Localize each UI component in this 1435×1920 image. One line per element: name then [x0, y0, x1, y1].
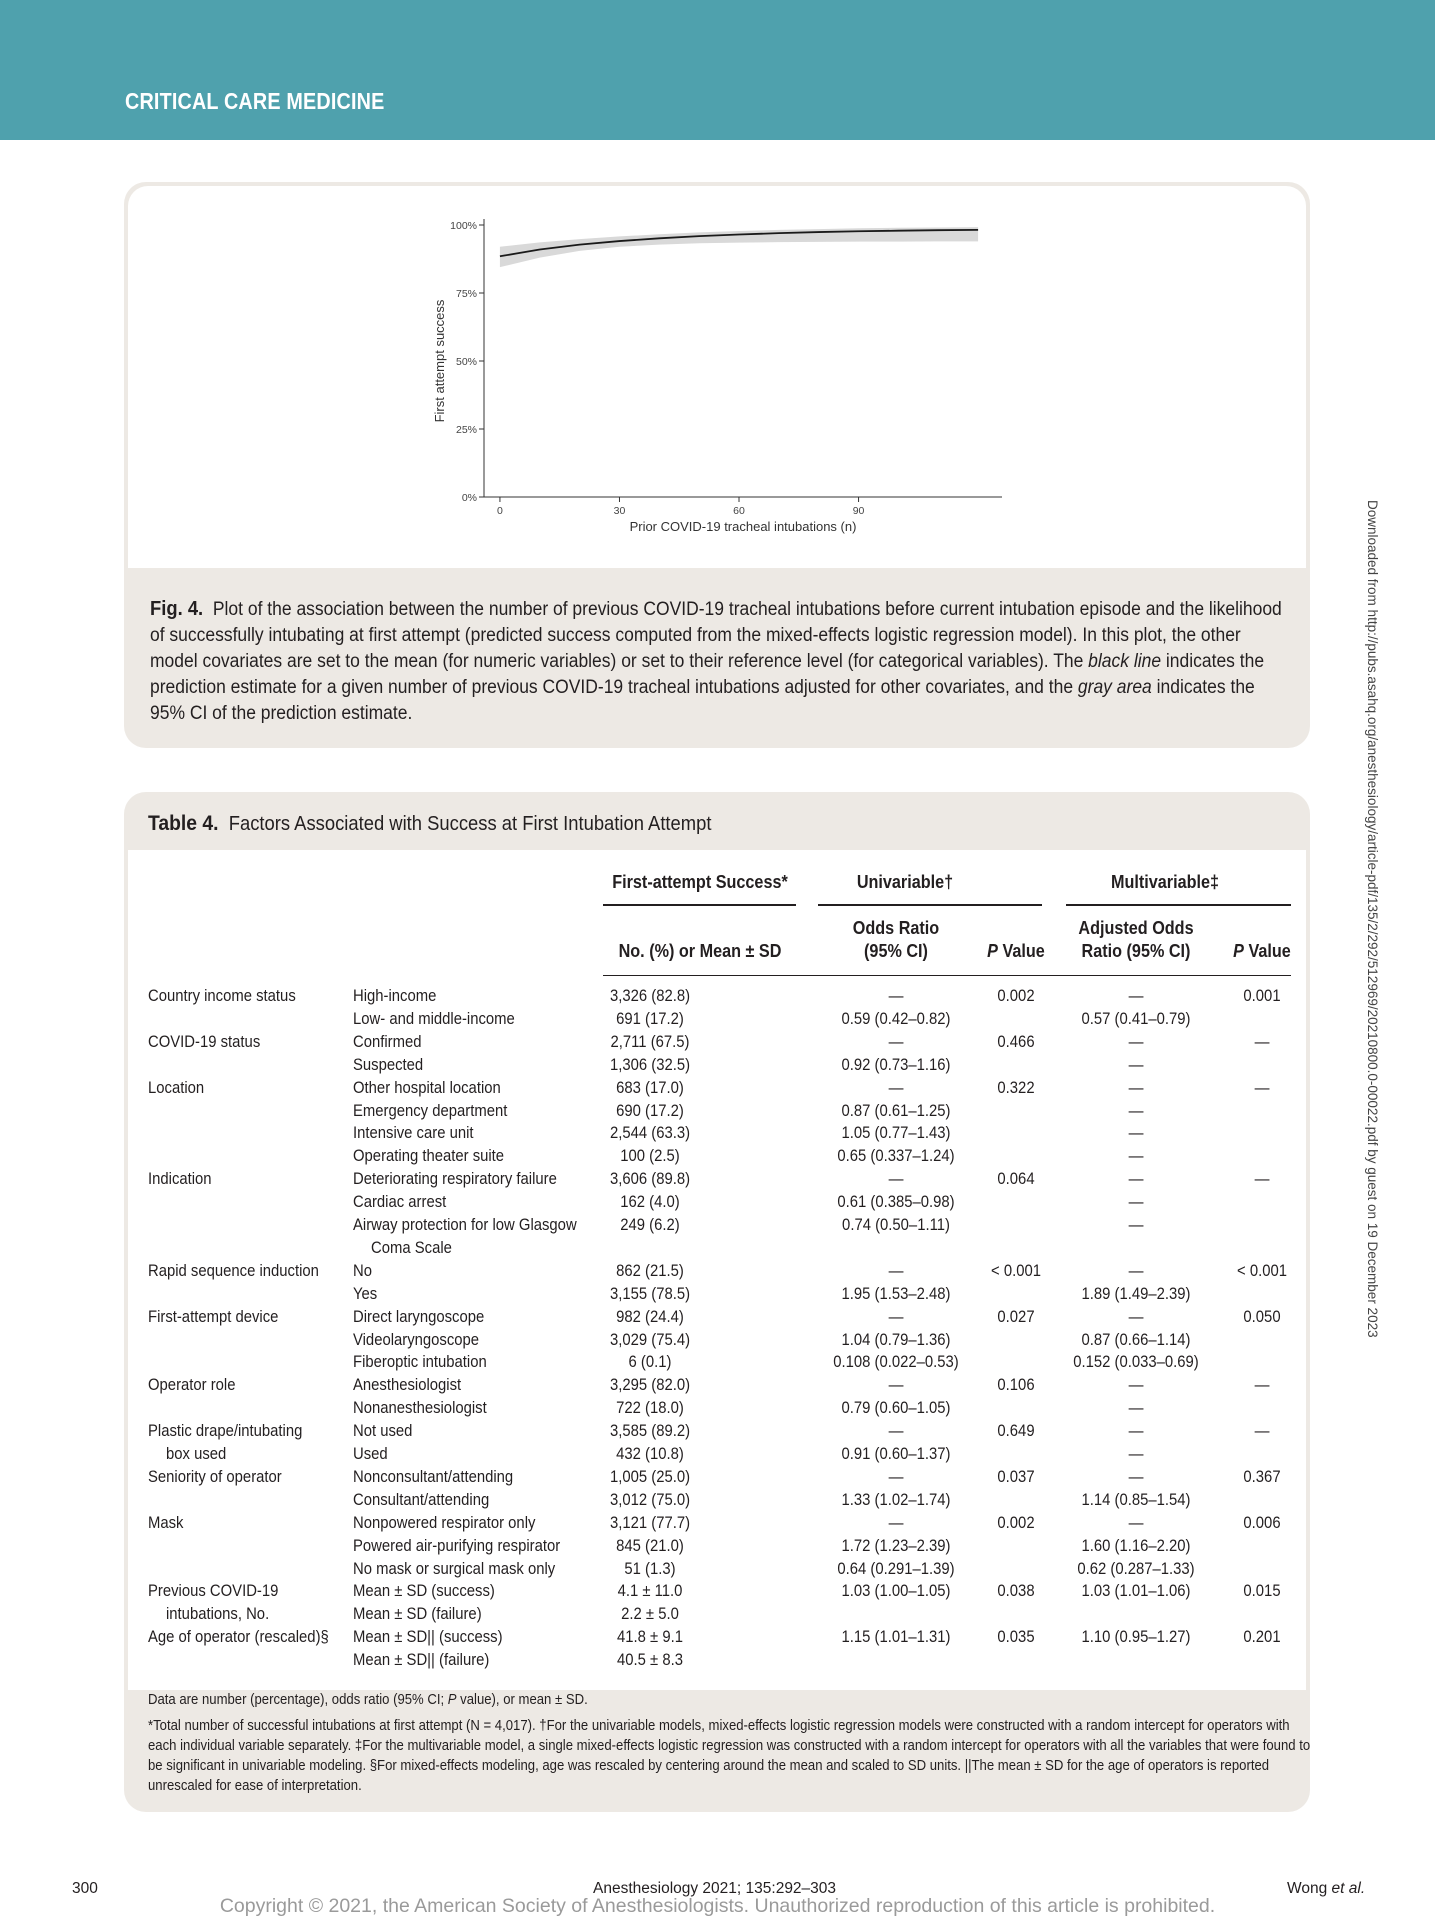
- col-head-p-value-1: P Value: [987, 941, 1045, 961]
- table-row: Location Other hospital location 683 (17.0) — 0.322 — —: [148, 1078, 1270, 1097]
- cell-level: Suspected: [353, 1055, 424, 1074]
- y-tick-label: 50%: [455, 356, 477, 368]
- cell-variable: Previous COVID-19: [148, 1582, 279, 1601]
- table-row: Videolaryngoscope 3,029 (75.4) 1.04 (0.79–1.36) 0.87 (0.66–1.14): [353, 1330, 1191, 1349]
- figure-caption-italic-1: black line: [1088, 651, 1162, 672]
- x-tick-label: 0: [497, 505, 503, 517]
- table-row: Country income status High-income 3,326 (82.8) — 0.002 — 0.001: [148, 987, 1281, 1005]
- y-tick-label: 0%: [461, 492, 477, 504]
- col-head-success: No. (%) or Mean ± SD: [618, 941, 782, 961]
- cell-level: Confirmed: [353, 1032, 422, 1051]
- table-row: intubations, No. Mean ± SD (failure) 2.2 ± 5.0: [166, 1605, 679, 1624]
- cell-variable: Mask: [148, 1513, 184, 1532]
- cell-level: Anesthesiologist: [353, 1376, 462, 1395]
- cell-level: Mean ± SD|| (failure): [353, 1651, 490, 1670]
- table-row: Low- and middle-income 691 (17.2) 0.59 (0.42–0.82) 0.57 (0.41–0.79): [353, 1009, 1191, 1028]
- y-tick-label: 100%: [450, 220, 477, 232]
- author-name: Wong: [1287, 1880, 1328, 1897]
- table-row: Mask Nonpowered respirator only 3,121 (77.7) — 0.002 — 0.006: [148, 1513, 1281, 1532]
- cell-level: Mean ± SD|| (success): [353, 1628, 503, 1647]
- cell-variable: Seniority of operator: [148, 1467, 282, 1486]
- table-row: Fiberoptic intubation 6 (0.1) 0.108 (0.022–0.53) 0.152 (0.033–0.69): [353, 1353, 1199, 1372]
- header-bottom-rule: [603, 975, 1291, 976]
- y-axis-label: First attempt success: [432, 299, 447, 423]
- x-tick-label: 60: [733, 505, 745, 517]
- cell-level: Nonconsultant/attending: [353, 1467, 514, 1486]
- group-rule-multivariable: [1066, 904, 1291, 906]
- table-title-text: Factors Associated with Success at First Intubation Attempt: [228, 813, 712, 835]
- table-row: Seniority of operator Nonconsultant/attending 1,005 (25.0) — 0.037 — 0.367: [148, 1467, 1281, 1486]
- footnote-2: *Total number of successful intubations at first attempt (N = 4,017). †For the univariable models, mixed-effects logistic regression models were constructed with a random intercept for operators with each individual variable separately. ‡For the multivariable model, a single mixed-effects logistic regression was constructed with a random intercept for operators with all the variables that were found to be significant in univariable modeling. §For mixed-effects modeling, age was rescaled by centering around the mean and scaled to SD units. ||The mean ± SD for the age of operators is reported unrescaled for ease of interpretation.: [148, 1718, 1311, 1794]
- cell-level: Other hospital location: [353, 1078, 501, 1097]
- figure-caption: [150, 596, 1283, 727]
- cell-level: Not used: [353, 1422, 413, 1441]
- table-row: Suspected 1,306 (32.5) 0.92 (0.73–1.16) —: [353, 1055, 1144, 1074]
- footnote-1: Data are number (percentage), odds ratio (95% CI; P value), or mean ± SD.: [148, 1692, 588, 1708]
- table-row: [0, 1239, 1435, 1262]
- page-number: 300: [72, 1880, 98, 1897]
- cell-level: Low- and middle-income: [353, 1009, 515, 1028]
- table-row: Emergency department 690 (17.2) 0.87 (0.61–1.25) —: [353, 1101, 1144, 1120]
- journal-citation: Anesthesiology 2021; 135:292–303: [593, 1880, 837, 1897]
- table-row: Yes 3,155 (78.5) 1.95 (1.53–2.48) 1.89 (1.49–2.39): [353, 1284, 1191, 1303]
- group-head-multivariable: Multivariable‡: [1110, 872, 1220, 892]
- cell-level: Intensive care unit: [353, 1124, 474, 1143]
- cell-level: Operating theater suite: [353, 1147, 505, 1166]
- table-row: Consultant/attending 3,012 (75.0) 1.33 (1.02–1.74) 1.14 (0.85–1.54): [353, 1490, 1191, 1509]
- cell-level: Cardiac arrest: [353, 1193, 447, 1212]
- cell-variable: Location: [148, 1078, 205, 1097]
- line-chart: [128, 186, 1306, 568]
- figure-caption-italic-2: gray area: [1077, 677, 1152, 698]
- table-row: Plastic drape/intubating Not used 3,585 (89.2) — 0.649 — —: [148, 1422, 1270, 1441]
- col-head-p-value-2: P Value: [1233, 941, 1291, 961]
- x-axis-label: Prior COVID-19 tracheal intubations (n): [629, 519, 857, 534]
- cell-variable: intubations, No.: [166, 1605, 270, 1624]
- author-suffix: et al.: [1327, 1880, 1366, 1897]
- cell-level: Videolaryngoscope: [353, 1330, 480, 1349]
- table-row: Indication Deteriorating respiratory failure 3,606 (89.8) — 0.064 — —: [148, 1170, 1270, 1189]
- cell-level: No mask or surgical mask only: [353, 1559, 556, 1578]
- table-row: Cardiac arrest 162 (4.0) 0.61 (0.385–0.98) —: [353, 1193, 1144, 1212]
- x-tick-label: 90: [852, 505, 865, 517]
- cell-variable: COVID-19 status: [148, 1032, 261, 1051]
- group-head-univariable: Univariable†: [856, 872, 954, 892]
- table-row: COVID-19 status Confirmed 2,711 (67.5) — 0.466 — —: [148, 1032, 1270, 1051]
- group-rule-univariable: [818, 904, 1042, 906]
- cell-level: Mean ± SD (failure): [353, 1605, 482, 1624]
- table-row: Intensive care unit 2,544 (63.3) 1.05 (0.77–1.43) —: [353, 1124, 1144, 1143]
- figure-label: Fig. 4.: [150, 598, 204, 620]
- group-head-success: First-attempt Success*: [612, 872, 788, 892]
- cell-variable: box used: [166, 1445, 227, 1463]
- download-side-note[interactable]: Downloaded from http://pubs.asahq.org/anesthesiology/article-pdf/135/2/292/512969/20210800.0-00022.pdf by guest on 19 December 2023: [1365, 500, 1380, 1338]
- cell-variable: Operator role: [148, 1376, 236, 1395]
- journal-section-title: CRITICAL CARE MEDICINE: [125, 88, 385, 114]
- figure-plot-area: [128, 186, 1306, 568]
- copyright-notice: Copyright © 2021, the American Society of Anesthesiologists. Unauthorized reproduction of this article is prohibited.: [219, 1895, 1216, 1917]
- col-head-or-line1: Odds Ratio: [852, 918, 940, 938]
- cell-variable: Indication: [148, 1170, 212, 1189]
- cell-variable: Country income status: [148, 987, 296, 1005]
- table-row: Powered air-purifying respirator 845 (21.0) 1.72 (1.23–2.39) 1.60 (1.16–2.20): [353, 1536, 1191, 1555]
- header-band: [0, 0, 1435, 140]
- table-title: [148, 812, 711, 836]
- figure-caption-text-3: indicates the 95% CI of the prediction estimate.: [150, 677, 1255, 724]
- cell-level: Used: [353, 1445, 388, 1463]
- table-row: First-attempt device Direct laryngoscope 982 (24.4) — 0.027 — 0.050: [148, 1307, 1281, 1326]
- cell-level: Yes: [353, 1284, 378, 1303]
- x-tick-label: 30: [613, 505, 626, 517]
- y-tick-label: 25%: [455, 424, 477, 436]
- cell-level: Fiberoptic intubation: [353, 1353, 487, 1372]
- cell-variable: Plastic drape/intubating: [148, 1422, 303, 1441]
- y-tick-label: 75%: [455, 288, 477, 300]
- col-head-aor-line1: Adjusted Odds: [1078, 918, 1194, 938]
- col-head-or-line2: (95% CI): [864, 941, 928, 961]
- table-row: Previous COVID-19 Mean ± SD (success) 4.1 ± 11.0 1.03 (1.00–1.05) 0.038 1.03 (1.01–1.06) 0.015: [148, 1582, 1281, 1601]
- cell-variable: Rapid sequence induction: [148, 1261, 319, 1280]
- table-row: box used Used 432 (10.8) 0.91 (0.60–1.37) —: [166, 1445, 1144, 1463]
- table-row: Operating theater suite 100 (2.5) 0.65 (0.337–1.24) —: [353, 1147, 1144, 1166]
- cell-level: No: [353, 1261, 372, 1280]
- cell-level: Consultant/attending: [353, 1490, 490, 1509]
- cell-level: Emergency department: [353, 1101, 508, 1120]
- table-row: Rapid sequence induction No 862 (21.5) — < 0.001 — < 0.001: [148, 1261, 1287, 1280]
- table-row: Operator role Anesthesiologist 3,295 (82.0) — 0.106 — —: [148, 1376, 1270, 1395]
- table-row: Nonanesthesiologist 722 (18.0) 0.79 (0.60–1.05) —: [353, 1399, 1144, 1418]
- cell-level: Deteriorating respiratory failure: [353, 1170, 557, 1189]
- cell-variable: Age of operator (rescaled)§: [148, 1628, 329, 1647]
- figure-caption-text-1: Plot of the association between the number of previous COVID-19 tracheal intubations before current intubation episode and the likelihood of successfully intubating at first attempt (predicted success computed from the mixed-effects logistic regression model). In this plot, the other model covariates are set to the mean (for numeric variables) or set to their reference level (for categorical variables). The: [150, 599, 1282, 672]
- ci-band: [500, 227, 978, 267]
- table-row: No mask or surgical mask only 51 (1.3) 0.64 (0.291–1.39) 0.62 (0.287–1.33): [353, 1559, 1195, 1578]
- cell-level: Direct laryngoscope: [353, 1307, 485, 1326]
- table-footnotes: [148, 1690, 1315, 1802]
- cell-variable: First-attempt device: [148, 1307, 279, 1326]
- cell-level: High-income: [353, 987, 437, 1005]
- cell-level: Mean ± SD (success): [353, 1582, 495, 1601]
- cell-level: Nonpowered respirator only: [353, 1513, 536, 1532]
- table-label: Table 4.: [148, 812, 219, 835]
- cell-level: Nonanesthesiologist: [353, 1399, 487, 1418]
- group-rule-success: [603, 904, 796, 906]
- col-head-aor-line2: Ratio (95% CI): [1081, 941, 1191, 961]
- cell-level: Airway protection for low Glasgow: [353, 1216, 577, 1234]
- table-row: Age of operator (rescaled)§ Mean ± SD|| (success) 41.8 ± 9.1 1.15 (1.01–1.31) 0.035 1.10 (0.95–1.27) 0.201: [148, 1628, 1281, 1647]
- table-row: Airway protection for low Glasgow 249 (6.2) 0.74 (0.50–1.11) —: [353, 1216, 1144, 1234]
- table-row: Mean ± SD|| (failure) 40.5 ± 8.3: [353, 1651, 683, 1670]
- cell-level: Powered air-purifying respirator: [353, 1536, 561, 1555]
- figure-caption-text-2: indicates the prediction estimate for a given number of previous COVID-19 tracheal intubations adjusted for other covariates, and the: [150, 651, 1265, 698]
- cell-level: Coma Scale: [371, 1238, 452, 1257]
